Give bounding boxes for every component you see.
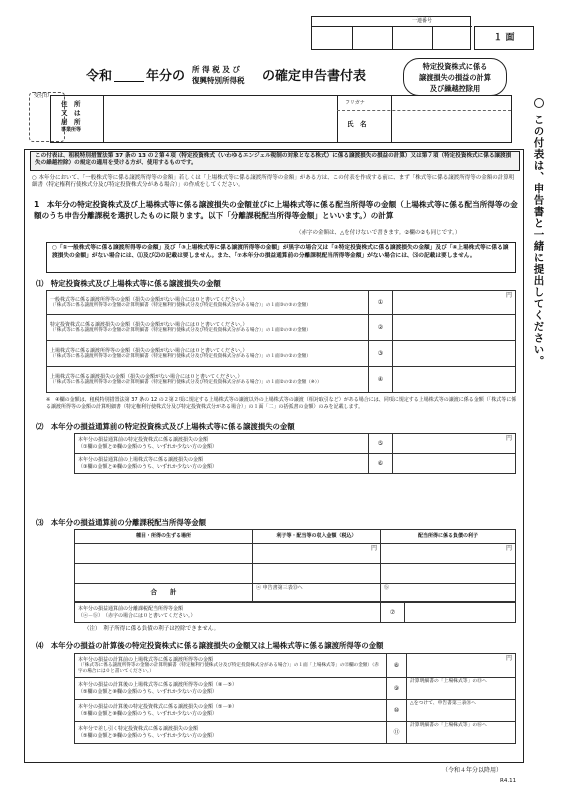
address-label-4: 事業所等 — [61, 127, 82, 133]
name-field[interactable] — [393, 112, 511, 140]
s1c-total-b[interactable]: ⓑ — [381, 584, 516, 602]
s1a-row-2-input[interactable] — [393, 315, 516, 341]
badge-line-1: 特定投資株式に係る — [422, 62, 488, 71]
address-label — [61, 100, 81, 133]
s1a-row-3-input[interactable] — [393, 341, 516, 367]
s1d-row-1-num: ⑧ — [387, 654, 407, 678]
s1c-row-2-place[interactable] — [75, 564, 253, 584]
s1d-row-2-line1: 本年分の損益の計算後の上場株式等に係る譲渡所得等の金額（⑧－⑤） — [78, 682, 237, 689]
s1b-row-2-line1: 本年分の損益通算前の上場株式等に係る譲渡損失の金額 — [78, 457, 204, 464]
s1c-row-1-place[interactable] — [75, 544, 253, 564]
title-tax2: 復興特別所得税 — [192, 76, 245, 85]
s1c-row-1-income[interactable] — [253, 544, 381, 564]
s1c-yen-2: 円 — [505, 545, 512, 552]
s1a-row-3-num: ③ — [369, 341, 393, 367]
address-field[interactable] — [105, 98, 335, 140]
footer-edition: （令和４年分以降用） — [442, 767, 503, 774]
s1b-row-2-input[interactable] — [393, 454, 516, 474]
s1c-row-7-input[interactable] — [405, 603, 516, 623]
title-year-blank[interactable] — [114, 81, 144, 82]
s1c-header-1: 種目・所得の生ずる場所 — [75, 530, 253, 544]
s1d-row-4 — [75, 722, 516, 744]
s1c-total-label: 合 計 — [75, 584, 253, 602]
address-label-3: 居 所 — [61, 118, 81, 126]
receipt-stamp-label: 受付印 — [34, 93, 50, 99]
s1d-row-1-input[interactable] — [407, 654, 516, 678]
s1a-row-4-line2: （「株式等に係る譲渡所得等の金額の計算明細書（特定権利行使株式分及び特定投資株式分がある場合）」の１面②の②の金額（※）） — [50, 379, 322, 385]
s1c-header-2: 利子等・配当等の収入金額（税込） — [253, 530, 381, 544]
s1a-row-2-line2: （「株式等に係る譲渡所得等の金額の計算明細書（特定権利行使株式分及び特定投資株式分がある場合）」の１面②の⑤の金額） — [50, 327, 311, 333]
s1b-row-2 — [75, 454, 516, 474]
badge-line-3: 及び繰越控除用 — [429, 84, 481, 93]
s1d-row-1-line1: 本年分の損益の計算前の上場株式等に係る譲渡所得等の金額 — [78, 656, 214, 663]
s1b-table — [74, 433, 516, 474]
s1d-row-1 — [75, 654, 516, 678]
s1c-note-text: （注） 利子所得に係る負債の利子は控除できません。 — [84, 626, 220, 632]
s1c-yen-1: 円 — [370, 545, 377, 552]
section1-red-note-text: （赤字の金額は、△を付けないで書きます。②欄の②も同じです。） — [296, 230, 461, 236]
s1a-row-3-line2: （「株式等に係る譲渡所得等の金額の計算明細書（特定権利行使株式分及び特定投資株式分がある場合）」の１面③の②の金額） — [50, 353, 311, 359]
s1d-row-4-num: ⑪ — [387, 722, 407, 744]
s1b-row-1-line2: （①欄の金額と②欄の金額のうち、いずれか少ない方の金額） — [78, 443, 217, 450]
intro-box — [30, 151, 520, 171]
serial-number-box — [311, 16, 471, 50]
s1c-row-1 — [75, 544, 516, 564]
s1c-header-3: 配当所得に係る負債の利子 — [381, 530, 516, 544]
s1d-title: ⑷ 本年分の損益の計算後の特定投資株式に係る譲渡損失の金額又は上場株式等に係る譲渡所得等の金額 — [36, 641, 384, 650]
s1d-row-2-input[interactable]: 計算明細書の「上場株式等」の⑬へ — [407, 678, 516, 700]
s1c-total-a[interactable]: ⓐ 申告書第三表⑬へ — [253, 584, 381, 602]
s1a-row-2 — [47, 315, 516, 341]
s1b-row-1-line1: 本年分の損益通算前の特定投資株式に係る譲渡損失の金額 — [78, 437, 209, 444]
s1a-title: ⑴ 特定投資株式及び上場株式等に係る譲渡損失の金額 — [36, 279, 221, 288]
s1c-row-7-line1: 本年分の損益通算前の分離課税配当所得等金額 — [78, 606, 184, 613]
s1a-yen: 円 — [505, 292, 512, 299]
s1a-note-text: ※ ④欄の金額は、租税特別措置法第 37 条の 12 の２第２項に規定する上場株式等の譲渡以外の上場株式等の譲渡（相対取引など）がある場合には、同項に規定する上場株式等の譲渡に係る金額（「株式等に係る譲渡所得等の金額の計算明細書（特定権利行使株式分及び特定投資株式分がある場合）」の１面「二」の括弧書の金額）のみを記載します。 — [46, 397, 517, 410]
s1c-row-7 — [75, 603, 516, 623]
side-notice-bullet — [534, 98, 544, 108]
s1a-row-3-line1: 上場株式等に係る譲渡所得等の金額（損失の金額がない場合には０と書いてください。） — [50, 347, 248, 354]
s1a-row-1-line1: 一般株式等に係る譲渡所得等の金額（損失の金額がない場合には０と書いてください。） — [50, 296, 248, 303]
section1-notice-text: ○「①一般株式等に係る譲渡所得等の金額」及び「③上場株式等に係る譲渡所得等の金額」が黒字の場合又は「②特定投資株式に係る譲渡損失の金額」及び「④上場株式等に係る譲渡損失の金額」がない場合には、⑴及び⑵の記載は要しません。また、「⑦本年分の損益通算前の分離課税配当所得等金額」がない場合には、⑶の記載は要しません。 — [52, 245, 509, 259]
badge-line-2: 譲渡損失の損益の計算 — [419, 73, 491, 82]
s1a-row-1-num: ① — [369, 291, 393, 315]
s1d-row-2-line2: （⑤欄の金額と⑧欄の金額のうち、いずれか少ない方の金額） — [78, 688, 217, 695]
s1d-row-2-num: ⑨ — [387, 678, 407, 700]
s1d-row-4-input[interactable]: 計算明細書の「上場株式等」の⑯へ — [407, 722, 516, 744]
s1d-table — [74, 653, 516, 744]
intro-text: この付表は、租税特別措置法第 37 条の 13 の２第４項（特定投資株式（いわゆるエンジェル税制の対象となる株式）に係る譲渡損失の損益の計算）又は第７項（特定投資株式に係る譲渡損失の繰越控除）の規定の適用を受ける方が、使用するものです。 — [35, 153, 512, 167]
address-label-1: 住 所 — [61, 100, 81, 108]
address-name-box — [50, 95, 512, 143]
side-notice — [530, 98, 550, 458]
s1c-total-row — [75, 584, 516, 602]
furigana-field[interactable] — [393, 97, 511, 109]
s1a-row-2-line1: 特定投資株式に係る譲渡損失の金額（損失の金額がない場合には０と書いてください。） — [50, 321, 248, 328]
s1d-yen: 円 — [505, 655, 512, 662]
page-number-box — [474, 26, 534, 50]
s1d-row-3 — [75, 700, 516, 722]
s1d-row-2 — [75, 678, 516, 700]
title-badge — [403, 58, 507, 96]
s1b-row-1-num: ⑤ — [369, 434, 393, 454]
side-notice-text: この付表は、申告書と一緒に提出してください。 — [532, 114, 545, 367]
s1a-row-4-line1: 上場株式等に係る譲渡損失の金額（損失の金額がない場合には０と書いてください。） — [50, 373, 243, 380]
furigana-label: フリガナ — [345, 100, 365, 106]
section1-title-text: 1 本年分の特定投資株式及び上場株式等に係る譲渡損失の金額並びに上場株式等に係る配当所得等の金額（上場株式等に係る配当所得等の金額のうち申告分離課税を選択したものに限ります。以下「分離課税配当所得等金額」といいます。）の計算 — [34, 200, 518, 220]
s1a-row-1-line2: （「株式等に係る譲渡所得等の金額の計算明細書（特定権利行使株式分及び特定投資株式分がある場合）」の１面③の⑤の金額） — [50, 302, 311, 308]
address-label-2: 又 は — [61, 109, 81, 117]
s1c-title: ⑶ 本年分の損益通算前の分離課税配当所得等金額 — [36, 518, 206, 527]
section1-title — [34, 199, 520, 221]
s1b-title: ⑵ 本年分の損益通算前の特定投資株式及び上場株式等に係る譲渡損失の金額 — [36, 422, 295, 431]
s1a-row-1 — [47, 291, 516, 315]
s1d-row-4-line1: 本年分で差し引く特定投資株式に係る譲渡損失の金額 — [78, 726, 199, 733]
s1c-row-7-num: ⑦ — [381, 603, 405, 623]
section1-notice-box — [46, 242, 516, 273]
s1b-yen: 円 — [505, 435, 512, 442]
top-note — [32, 175, 518, 190]
s1a-table — [46, 290, 516, 393]
title-tax1: 所 得 税 及 び — [192, 65, 240, 74]
title-year-suffix: 年分の — [146, 69, 186, 84]
s1b-row-2-line2: （③欄の金額と④欄の金額のうち、いずれか少ない方の金額） — [78, 463, 217, 470]
title-confirm: の確定申告書付表 — [262, 69, 367, 84]
s1c-table — [74, 529, 516, 623]
s1a-row-3 — [47, 341, 516, 367]
s1b-row-2-num: ⑥ — [369, 454, 393, 474]
s1a-row-4-num: ④ — [369, 367, 393, 393]
name-label: 氏 名 — [347, 120, 367, 128]
section1-red-note — [296, 230, 516, 237]
serial-number-label: 一連番号 — [412, 18, 433, 24]
s1b-row-1-input[interactable] — [393, 434, 516, 454]
s1d-row-4-line2: （⑤欄の金額と⑨欄の金額のうち、いずれか少ない方の金額） — [78, 732, 217, 739]
s1a-note — [46, 397, 518, 410]
s1c-note — [84, 626, 219, 633]
s1c-row-2-interest[interactable] — [381, 564, 516, 584]
top-note-text: ○ 本年分において、「一般株式等に係る譲渡所得等の金額」若しくは「上場株式等に係る譲渡所得等の金額」がある方は、この付表を作成する前に、まず「株式等に係る譲渡所得等の金額の計算明細書（特定権利行使株式分及び特定投資株式分がある場合）」の作成をしてください。 — [32, 175, 515, 189]
s1c-header-row — [75, 530, 516, 544]
s1c-row-7-line2: （ⓐ－ⓑ） （赤字の場合には０と書いてください。） — [78, 612, 196, 619]
s1c-row-2-income[interactable] — [253, 564, 381, 584]
s1c-row-1-interest[interactable] — [381, 544, 516, 564]
s1d-row-1-line2: （「株式等に係る譲渡所得等の金額の計算明細書（特定権利行使株式分及び特定投資株式分がある場合）」の１面「上場株式等」の⑫欄の金額）（赤字の場合には０と書いてください。） — [78, 662, 379, 674]
title-era: 令和 — [86, 69, 113, 84]
footer-code: R4.11 — [500, 778, 517, 784]
s1a-row-4 — [47, 367, 516, 393]
form-title — [86, 63, 406, 91]
s1d-row-3-line2: （⑤欄の金額と⑧欄の金額のうち、いずれか少ない方の金額） — [78, 710, 217, 717]
s1c-row-2 — [75, 564, 516, 584]
page-number: １ 面 — [493, 33, 515, 43]
s1a-row-1-input[interactable] — [393, 291, 516, 315]
s1d-row-3-input[interactable]: △をつけて、申告書第三表㉛へ — [407, 700, 516, 722]
s1d-row-3-line1: 本年分の損益の計算後の特定投資株式に係る譲渡損失の金額（⑤－⑧） — [78, 704, 237, 711]
s1b-row-1 — [75, 434, 516, 454]
s1a-row-2-num: ② — [369, 315, 393, 341]
s1d-row-3-num: ⑩ — [387, 700, 407, 722]
s1a-row-4-input[interactable] — [393, 367, 516, 393]
